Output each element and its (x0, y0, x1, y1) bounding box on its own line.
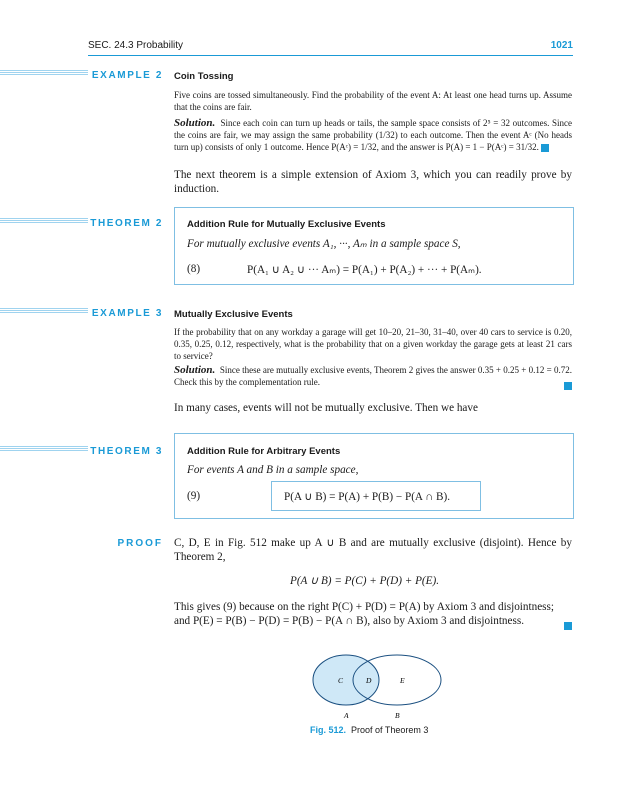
example3-problem: If the probability that on any workday a garage will get 10–20, 21–30, 31–40, over 40 cars to service is 0.20, 0.35, 0.25, 0.12, respectively, what is the probability that on a given workday the garage gets at least 21 cars to service? (174, 327, 572, 361)
theorem2-marker (0, 218, 88, 223)
example2-marker (0, 70, 88, 75)
theorem3-title: Addition Rule for Arbitrary Events (187, 446, 341, 457)
example3-label: EXAMPLE 3 (91, 308, 163, 319)
theorem3-equation: P(A ∪ B) = P(A) + P(B) − P(A ∩ B). (284, 491, 451, 503)
theorem3-marker (0, 446, 88, 451)
venn-diagram (300, 650, 450, 720)
header-rule (88, 55, 573, 56)
page-number: 1021 (550, 40, 573, 51)
theorem3-equation-box (271, 481, 481, 511)
example3-solution-text: Since these are mutually exclusive events, Theorem 2 gives the answer 0.35 + 0.25 + 0.12 = 0.72. Check this by the complementation rule. (174, 365, 573, 387)
theorem3-box (174, 433, 574, 519)
example2-label: EXAMPLE 2 (91, 70, 163, 81)
example3-solution-label: Solution. (174, 364, 216, 376)
paragraph-next-theorem: The next theorem is a simple extension of Axiom 3, which you can readily prove by induction. (174, 169, 572, 195)
theorem2-equation: P(A₁ ∪ A₂ ∪ ··· Aₘ) = P(A₁) + P(A₂) + ··· + P(Aₘ). (247, 264, 482, 276)
theorem2-statement: For mutually exclusive events A₁, ···, Aₘ in a sample space S, (187, 238, 461, 250)
theorem2-box (174, 207, 574, 285)
figure-caption-number: Fig. 512. (310, 725, 347, 735)
proof-equation: P(A ∪ B) = P(C) + P(D) + P(E). (290, 575, 439, 587)
proof-text-1-content: C, D, E in Fig. 512 make up A ∪ B and are mutually exclusive (disjoint). Hence by Theorem 2, (174, 537, 572, 563)
example3-solution (174, 364, 572, 388)
set-b-label: B (395, 711, 400, 720)
example2-solution-text: Since each coin can turn up heads or tails, the sample space consists of 2⁵ = 32 outcomes. Since the coins are fair, we may assign the same probability (1/32) to each outcome. Then the event Aᶜ (No heads turn up) consists of only 1 outcome. Hence P(Aᶜ) = 1/32, and the answer is P(A) = 1 − P(Aᶜ) = 31/32. (174, 118, 573, 152)
figure-caption-text: Proof of Theorem 3 (351, 725, 429, 735)
proof-label: PROOF (117, 538, 163, 549)
proof-text-1 (174, 536, 572, 564)
end-of-example-icon (541, 144, 549, 152)
end-of-proof-icon (564, 617, 572, 635)
end-of-example-icon (564, 377, 572, 395)
paragraph-not-exclusive: In many cases, events will not be mutually exclusive. Then we have (174, 402, 478, 414)
proof-text-2: This gives (9) because on the right P(C) + P(D) = P(A) by Axiom 3 and disjointness; and P(E) = P(B) − P(D) = P(B) − P(A ∩ B), also by Axiom 3 and disjointness. (174, 601, 554, 627)
theorem2-label: THEOREM 2 (90, 218, 163, 229)
region-e-label: E (400, 676, 405, 685)
example2-solution (174, 117, 572, 153)
region-c-label: C (338, 676, 344, 685)
set-a-label: A (344, 711, 349, 720)
theorem2-title: Addition Rule for Mutually Exclusive Events (187, 219, 386, 230)
theorem3-statement: For events A and B in a sample space, (187, 464, 359, 476)
example2-solution-label: Solution. (174, 117, 216, 129)
running-head: SEC. 24.3 Probability (88, 40, 184, 51)
example2-title: Coin Tossing (174, 71, 234, 82)
example3-title: Mutually Exclusive Events (174, 309, 293, 320)
example2-problem: Five coins are tossed simultaneously. Find the probability of the event A: At least one head turns up. Assume that the coins are fair. (174, 90, 572, 112)
theorem3-eq-number: (9) (187, 490, 201, 502)
figure-caption (310, 725, 428, 735)
theorem3-label: THEOREM 3 (90, 446, 163, 457)
region-d-label: D (366, 676, 372, 685)
example3-marker (0, 308, 88, 313)
theorem2-eq-number: (8) (187, 263, 201, 275)
